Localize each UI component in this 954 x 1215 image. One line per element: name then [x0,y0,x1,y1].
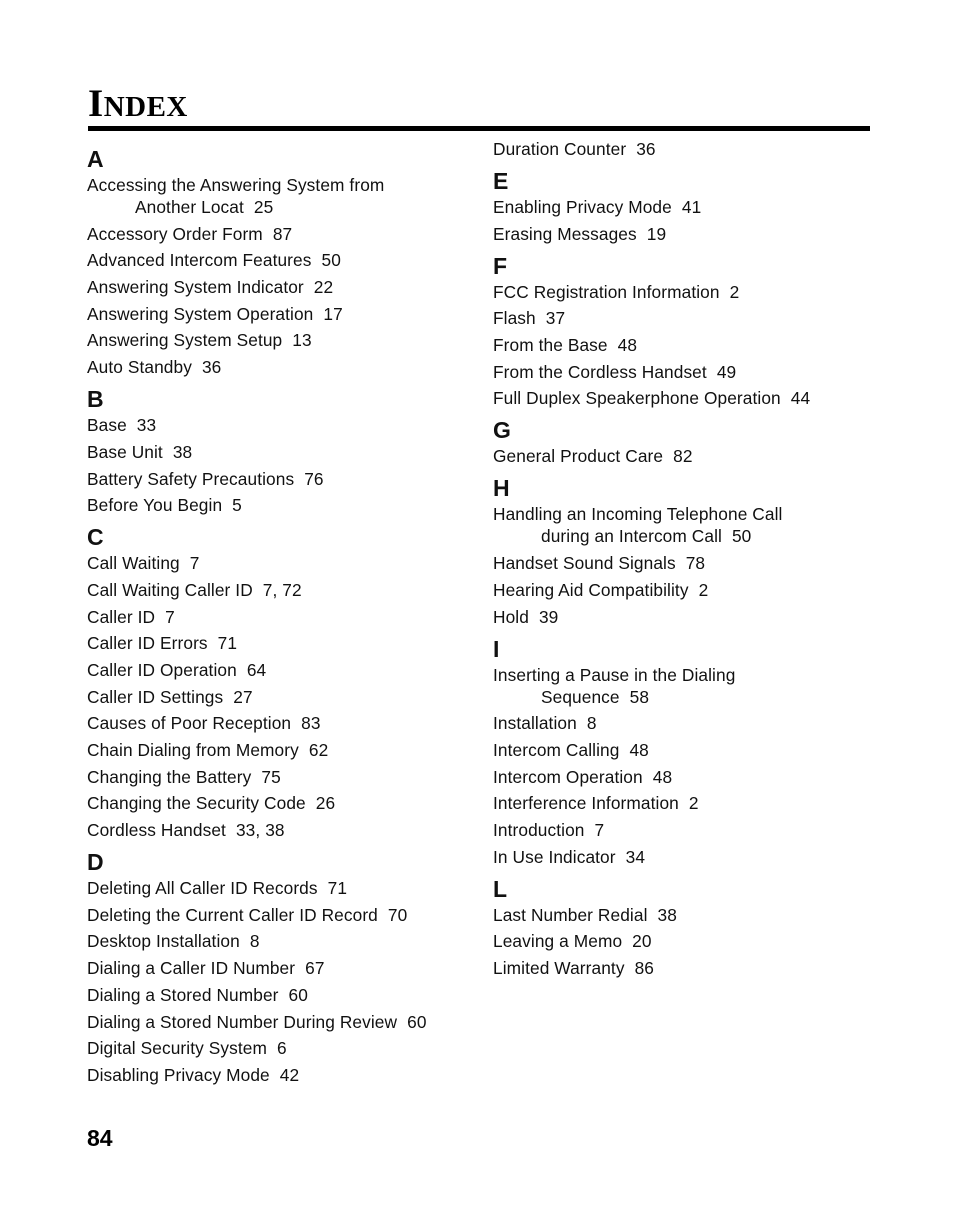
entry-term: Hold [493,606,529,627]
entry-page-ref: 86 [634,958,655,978]
entry-term: Limited Warranty [493,958,625,978]
index-entry [87,303,467,325]
index-entry [87,632,467,654]
index-entry [493,766,873,788]
entry-term: Deleting the Current Caller ID Record [87,904,378,925]
section-letter: B [87,386,104,413]
entry-page-ref: 75 [261,766,281,787]
index-entry [493,307,873,329]
entry-page-ref: 71 [217,633,238,654]
section-letter: L [493,875,508,902]
index-section [493,138,873,160]
entry-page-ref: 50 [321,250,341,271]
entry-term: Call Waiting Caller ID [87,579,253,600]
entry-page-ref: 7 [594,819,605,840]
index-entry [87,606,467,628]
entry-page-ref: 13 [292,330,312,351]
entry-term: Cordless Handset [87,820,226,841]
page-title [88,82,188,129]
entry-term: Caller ID [87,606,156,627]
entry-term: Chain Dialing from Memory [87,740,299,760]
index-entry [493,223,873,245]
entry-page-ref: 50 [731,526,752,547]
entry-term: Battery Safety Precautions [87,468,295,489]
index-entry [87,552,467,574]
index-entry [87,766,467,788]
entry-page-ref: 20 [632,931,652,952]
title-rest: NDEX [103,91,188,123]
entry-page-ref: 7 [165,606,175,627]
entry-term: Accessory Order Form [87,223,263,244]
index-entry [87,276,467,298]
entry-page-ref: 22 [313,277,334,298]
index-entry [87,930,467,952]
entry-page-ref: 82 [673,446,693,467]
index-entry [493,792,873,814]
entry-page-ref: 26 [315,793,336,814]
entry-page-ref: 36 [636,139,656,159]
entry-page-ref: 41 [681,197,702,217]
section-letter: G [493,417,511,444]
index-entry [493,579,873,601]
index-entry [87,792,467,814]
entry-page-ref: 39 [538,606,559,627]
entry-page-ref: 6 [276,1038,287,1059]
index-entry [493,819,873,841]
index-entry [493,664,873,708]
entry-page-ref: 60 [288,984,308,1005]
entry-page-ref: 8 [249,931,260,952]
entry-page-ref: 19 [646,223,667,244]
index-entry [87,579,467,601]
entry-page-ref: 67 [305,958,325,979]
index-entry [493,712,873,734]
index-entry [87,1037,467,1059]
entry-term: Full Duplex Speakerphone Operation [493,388,781,409]
index-column-right [493,138,873,984]
section-letter: F [493,252,508,279]
index-entry [493,552,873,574]
index-entry [493,138,873,160]
entry-page-ref: 48 [629,739,649,760]
entry-page-ref: 71 [327,878,348,899]
entry-term: Introduction [493,819,585,840]
index-section [87,384,467,516]
entry-term: Disabling Privacy Mode [87,1064,270,1085]
index-entry [493,904,873,926]
entry-term: Deleting All Caller ID Records [87,878,318,899]
page-number: 84 [87,1125,113,1151]
index-entry [87,356,467,378]
section-letter: H [493,475,510,502]
entry-term: Dialing a Caller ID Number [87,958,296,979]
index-entry [87,877,467,899]
entry-term: General Product Care [493,446,664,467]
index-section [493,415,873,467]
index-column-left [87,138,467,1091]
entry-term: From the Cordless Handset [493,361,707,382]
entry-term: Handset Sound Signals [493,553,676,574]
entry-term: Dialing a Stored Number [87,984,279,1005]
entry-term: Causes of Poor Reception [87,713,292,734]
index-entry [493,739,873,761]
entry-page-ref: 33, 38 [235,820,285,841]
entry-term: Digital Security System [87,1038,267,1059]
entry-term: From the Base [493,335,608,356]
index-section [87,144,467,378]
index-entry [87,712,467,734]
section-letter: D [87,849,104,876]
entry-page-ref: 87 [272,223,293,244]
index-entry [493,445,873,467]
index-entry [493,930,873,952]
entry-page-ref: 2 [698,579,709,600]
entry-term: Caller ID Operation [87,659,237,680]
index-entry [493,281,873,303]
index-entry [87,686,467,708]
index-section [493,251,873,410]
entry-page-ref: 62 [308,740,329,760]
index-entry [87,249,467,271]
index-section [493,634,873,868]
entry-term: Changing the Battery [87,766,252,787]
entry-page-ref: 60 [407,1011,427,1032]
index-section [87,847,467,1086]
entry-term: Advanced Intercom Features [87,250,312,271]
entry-term: Dialing a Stored Number During Review [87,1011,398,1032]
index-entry [87,414,467,436]
entry-term: In Use Indicator [493,846,616,867]
entry-term: Hearing Aid Compatibility [493,579,689,600]
title-initial: I [88,82,104,125]
entry-term: Sequence [541,686,620,707]
entry-term: Base Unit [87,441,163,462]
entry-term: Base [87,415,127,436]
entry-term: Enabling Privacy Mode [493,197,672,217]
index-entry [87,659,467,681]
index-section [493,166,873,245]
entry-term: Inserting a Pause in the Dialing [493,664,736,685]
entry-page-ref: 83 [301,713,321,734]
index-entry [87,441,467,463]
entry-page-ref: 7, 72 [262,579,302,600]
entry-term: Answering System Indicator [87,277,304,298]
entry-term: Another Locat [135,197,244,217]
entry-page-ref: 44 [790,388,811,409]
entry-page-ref: 78 [685,553,706,574]
entry-term: during an Intercom Call [541,526,722,547]
entry-term: Accessing the Answering System from [87,175,385,195]
entry-term: Intercom Operation [493,766,643,787]
entry-page-ref: 2 [729,281,740,302]
entry-term: Flash [493,308,536,329]
entry-term: Caller ID Settings [87,686,224,707]
entry-term: Duration Counter [493,139,627,159]
entry-term: Erasing Messages [493,223,637,244]
entry-page-ref: 36 [201,357,222,378]
entry-page-ref: 38 [657,904,677,925]
entry-page-ref: 25 [253,197,274,217]
entry-term: Leaving a Memo [493,931,623,952]
index-entry [493,957,873,979]
index-entry [493,387,873,409]
entry-page-ref: 27 [233,686,253,707]
entry-page-ref: 37 [545,308,566,329]
entry-term: Answering System Setup [87,330,283,351]
entry-term: Last Number Redial [493,904,648,925]
entry-page-ref: 8 [586,713,597,734]
index-entry [87,904,467,926]
entry-page-ref: 49 [716,361,737,382]
entry-page-ref: 70 [387,904,408,925]
entry-term: Before You Begin [87,495,223,516]
entry-page-ref: 38 [172,441,193,462]
index-entry [87,739,467,761]
entry-term: Changing the Security Code [87,793,306,814]
index-entry [87,329,467,351]
index-entry [493,606,873,628]
entry-term: Installation [493,713,577,734]
index-section [87,522,467,841]
entry-page-ref: 17 [323,303,343,324]
index-entry [87,819,467,841]
entry-term: Caller ID Errors [87,633,208,654]
entry-page-ref: 48 [617,335,638,356]
index-entry [87,174,467,218]
entry-page-ref: 64 [246,659,267,680]
entry-page-ref: 5 [232,495,242,516]
index-entry [493,361,873,383]
entry-page-ref: 7 [189,553,200,574]
section-letter: E [493,168,509,194]
index-entry [87,1064,467,1086]
entry-term: Handling an Incoming Telephone Call [493,504,783,525]
index-entry [87,494,467,516]
entry-term: Auto Standby [87,357,192,378]
entry-page-ref: 48 [652,766,673,787]
section-letter: C [87,524,104,551]
index-entry [493,846,873,868]
entry-term: Answering System Operation [87,303,314,324]
section-letter: A [87,146,104,172]
title-rule [88,126,870,131]
entry-term: Call Waiting [87,553,180,574]
entry-term: FCC Registration Information [493,281,720,302]
index-entry [87,957,467,979]
entry-term: Desktop Installation [87,931,240,952]
entry-page-ref: 58 [629,686,650,707]
index-entry [493,196,873,218]
section-letter: I [493,635,500,662]
index-section [493,473,873,627]
index-entry [87,984,467,1006]
entry-term: Intercom Calling [493,739,620,760]
index-section [493,874,873,979]
entry-page-ref: 42 [279,1064,300,1085]
index-entry [87,1011,467,1033]
entry-page-ref: 2 [688,793,699,814]
index-entry [87,223,467,245]
entry-page-ref: 33 [136,415,157,436]
entry-page-ref: 34 [625,846,646,867]
index-entry [87,468,467,490]
entry-term: Interference Information [493,793,679,814]
index-entry [493,503,873,547]
index-entry [493,334,873,356]
entry-page-ref: 76 [304,468,324,489]
